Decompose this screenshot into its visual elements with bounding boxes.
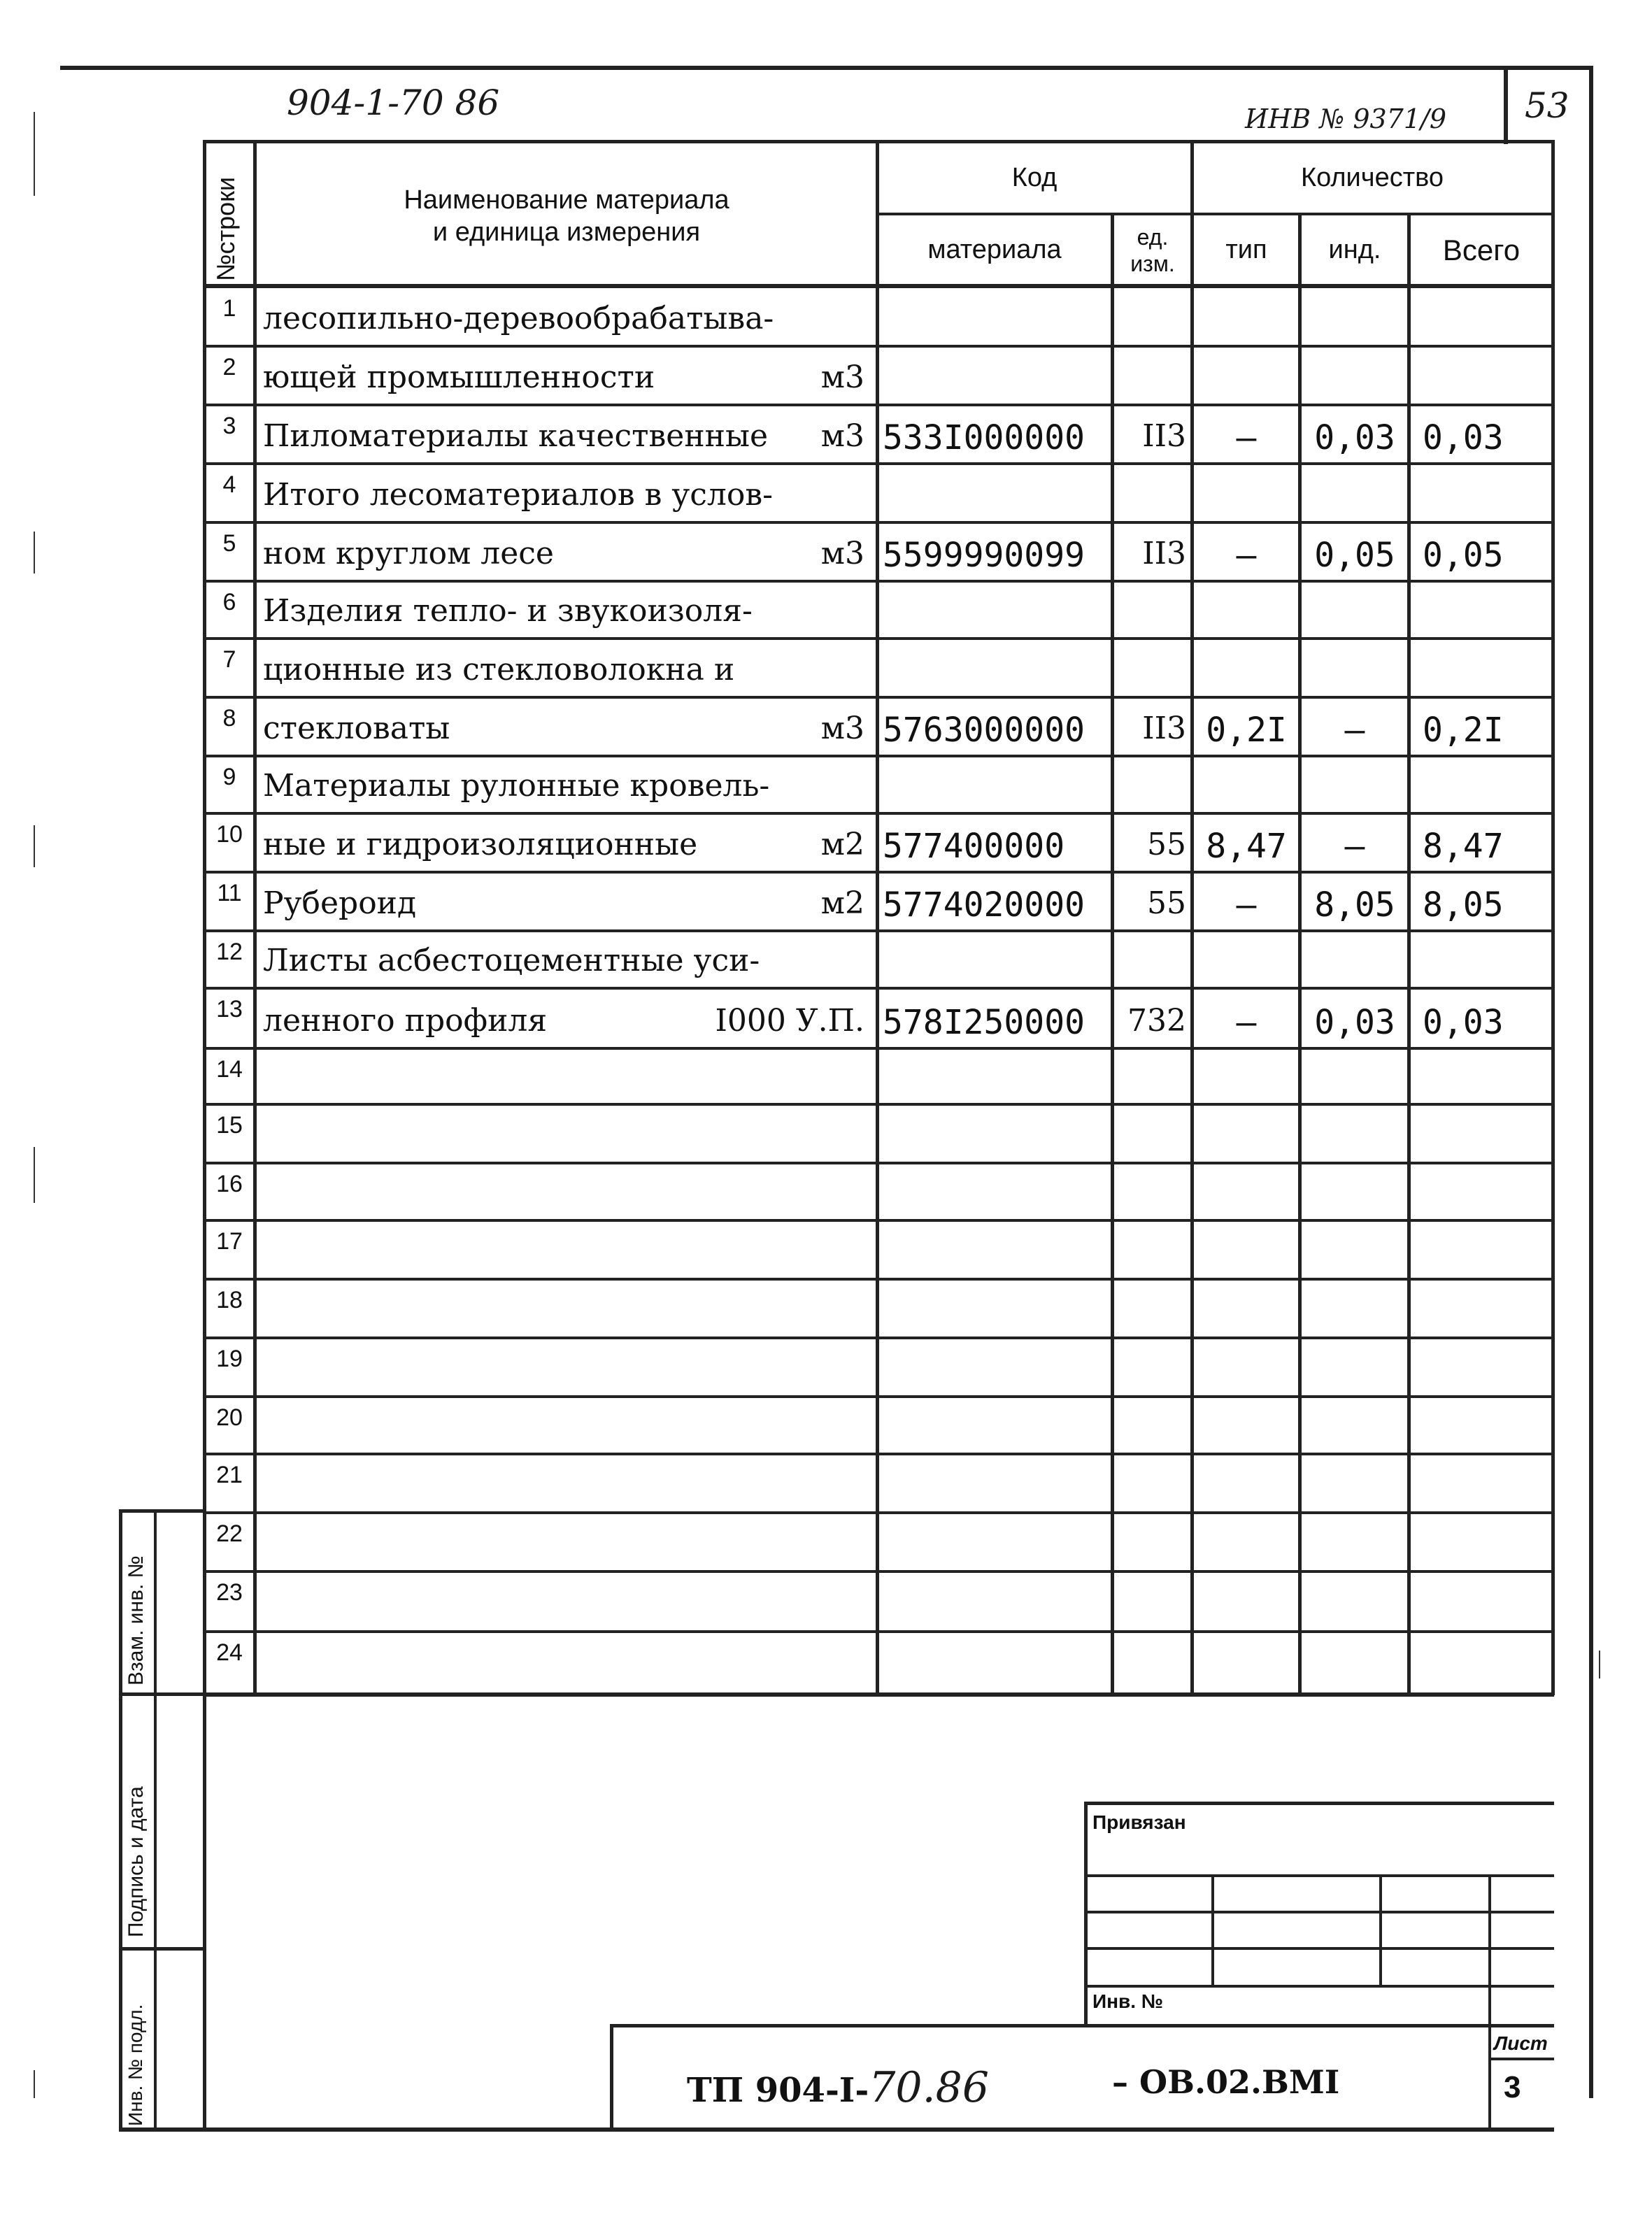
doc-number: 904-1-70 86 [287,83,500,123]
cell-total: 0,05 [1423,536,1504,575]
list-divider [1488,2058,1554,2060]
cell-type: – [1236,418,1257,457]
scan-mark [34,2070,35,2098]
cell-name: Пиломатериалы качественные [263,418,769,454]
header-ind: инд. [1328,235,1381,265]
label-vzam-inv: Взам. инв. № [124,1555,148,1685]
right-divider [1551,140,1555,1695]
cell-name: ленного профиля [263,1003,548,1039]
stamp-col-a [1211,1874,1214,1986]
cell-ind: – [1344,711,1365,750]
stamp-col-c [1488,1874,1491,2132]
code-divider [1111,213,1114,1695]
header-type: тип [1225,235,1267,265]
cell-type: – [1236,885,1257,925]
cell-name: стекловаты [263,711,450,746]
designation-suffix: – ОВ.02.ВМI [1112,2063,1340,2101]
cell-name: Листы асбестоцементные уси- [263,943,760,978]
stamp-col-b [1379,1874,1382,1986]
row-number: 13 [216,996,243,1022]
stamp-line-a [1084,1874,1554,1877]
cell-name: ном круглом лесе [263,536,554,571]
cell-ind: 0,03 [1314,418,1395,457]
cell-code: 533I000000 [883,418,1085,457]
cell-unit: м2 [820,827,864,862]
stamp-line-b [1084,1911,1554,1913]
row-number: 22 [216,1520,243,1547]
header-unit: ед. изм. [1130,224,1175,276]
row-number: 11 [217,880,242,906]
row-number: 18 [216,1287,243,1313]
header-material: материала [927,235,1062,265]
cell-name: ющей промышленности [263,359,655,395]
header-quantity: Количество [1300,163,1444,193]
stamp-left-line [1084,1802,1088,2025]
row-number: 15 [216,1112,243,1139]
row-number: 24 [216,1639,243,1666]
cell-name: лесопильно-деревообрабатыва- [263,301,774,336]
label-podpis-data: Подпись и дата [124,1786,148,1937]
unit-divider [1190,140,1194,1695]
stamp-inv-no: Инв. № [1092,1990,1164,2012]
type-divider [1298,213,1302,1695]
designation-code [687,2063,989,2112]
row-number: 5 [222,530,236,557]
row-number: 4 [222,471,236,498]
row-number: 9 [222,764,236,790]
stamp-top-line [1084,1802,1554,1805]
cell-unit: м3 [820,536,864,571]
header-split-line [876,213,1554,215]
side-strip-top [119,1509,203,1513]
cell-total: 8,47 [1423,827,1504,866]
cell-code: 5763000000 [883,711,1085,750]
side-strip-sep1 [119,1692,203,1696]
cell-total: 0,03 [1423,418,1504,457]
row-number: 10 [216,821,243,848]
cell-type: 8,47 [1206,827,1287,866]
row-number: 17 [216,1228,243,1255]
row-number: 21 [216,1462,243,1488]
stamp-line-d [1084,1985,1554,1988]
cell-type: – [1236,1003,1257,1042]
cell-unit: м2 [820,885,864,921]
row-number: 7 [222,646,236,673]
scan-mark [1599,1651,1600,1678]
title-block-top [610,2024,1554,2027]
header-name: Наименование материала и единица измерения [404,185,729,247]
row-number: 19 [216,1346,243,1372]
stamp-list-number: 3 [1504,2070,1521,2104]
cell-unit: м3 [820,418,864,454]
cell-name: Итого лесоматериалов в услов- [263,477,773,513]
cell-total: 0,03 [1423,1003,1504,1042]
cell-ind: – [1344,827,1365,866]
cell-code: 5774020000 [883,885,1085,925]
page-number: 53 [1525,85,1569,126]
row-number: 14 [216,1056,243,1083]
cell-total: 8,05 [1423,885,1504,925]
side-strip-inner [154,1509,157,2132]
title-block-left [610,2024,613,2130]
side-strip-left [119,1509,122,2132]
row-number: 6 [222,589,236,615]
ind-divider [1407,213,1411,1695]
cell-name: Рубероид [263,885,417,921]
header-total: Всего [1442,233,1521,266]
cell-ind: 0,03 [1314,1003,1395,1042]
cell-name: Изделия тепло- и звукоизоля- [263,593,753,629]
cell-ind: 8,05 [1314,885,1395,925]
row-number: 20 [216,1404,243,1431]
scan-mark [34,112,35,196]
row-number: 2 [222,354,236,380]
stamp-list-label: Лист [1494,2032,1548,2054]
cell-unit: м3 [820,359,864,395]
cell-ucode: 55 [1147,885,1186,921]
cell-ind: 0,05 [1314,536,1395,575]
header-row-no: №строки [211,176,240,281]
cell-ucode: II3 [1142,536,1186,571]
scan-mark [34,825,35,867]
cell-code: 5599990099 [883,536,1085,575]
designation-hand: 70.86 [869,2063,990,2112]
page-number-divider [1504,66,1508,144]
cell-ucode: 732 [1127,1003,1186,1039]
cell-code: 578I250000 [883,1003,1085,1042]
cell-ucode: II3 [1142,711,1186,746]
row-number: 1 [222,295,236,322]
cell-code: 577400000 [883,827,1065,866]
row-number: 23 [216,1579,243,1606]
label-inv-podl: Инв. № подл. [124,2004,146,2126]
stamp-privyazan: Привязан [1092,1811,1186,1833]
inventory-number: ИНВ № 9371/9 [1245,104,1447,134]
name-divider [876,140,879,1695]
scan-mark [34,532,35,573]
side-strip-sep2 [119,1947,203,1951]
cell-ucode: 55 [1147,827,1186,862]
cell-type: – [1236,536,1257,575]
row-number: 8 [222,705,236,732]
cell-unit: м3 [820,711,864,746]
stamp-line-c [1084,1947,1554,1950]
cell-type: 0,2I [1206,711,1287,750]
cell-total: 0,2I [1423,711,1504,750]
cell-name: ные и гидроизоляционные [263,827,698,862]
cell-name: ционные из стекловолокна и [263,652,735,687]
designation-prefix: ТП 904-I- [687,2071,869,2110]
row-number: 12 [216,939,243,965]
row-number: 3 [222,413,236,439]
bottom-border [119,2127,1554,2132]
cell-name: Материалы рулонные кровель- [263,768,770,804]
cell-unit: I000 У.П. [715,1003,864,1039]
row-number: 16 [216,1171,243,1197]
cell-ucode: II3 [1142,418,1186,454]
header-code: Код [1011,163,1058,193]
scan-mark [34,1147,35,1203]
